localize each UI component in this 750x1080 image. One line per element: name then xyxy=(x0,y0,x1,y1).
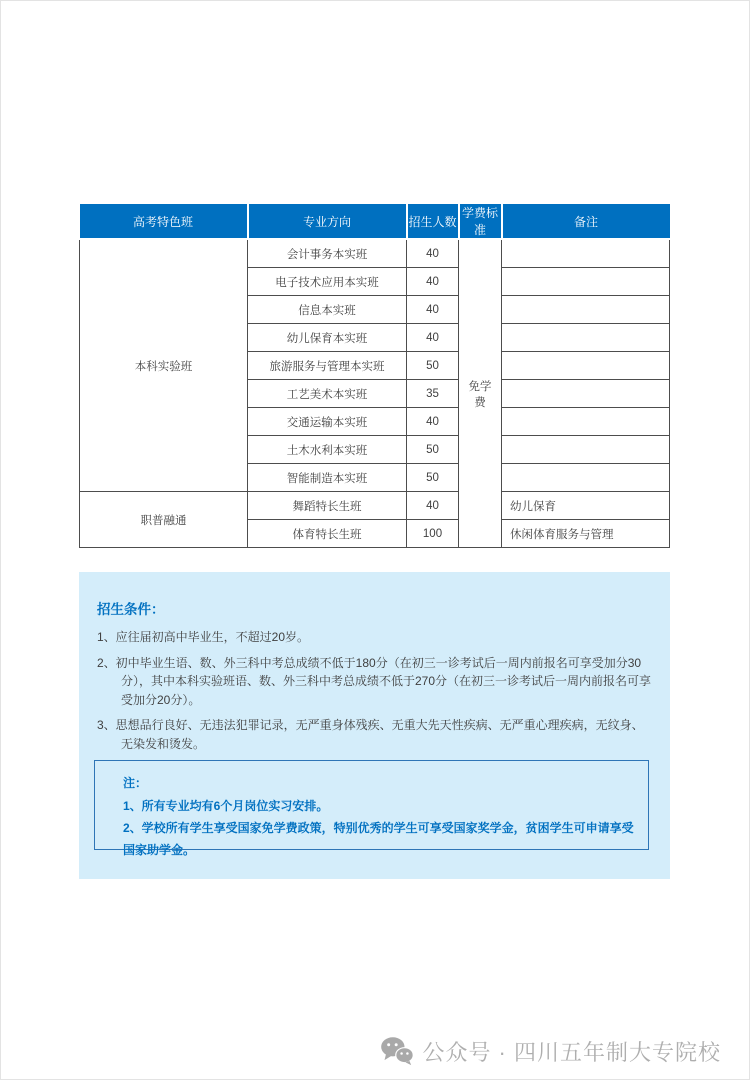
major-cell: 会计事务本实班 xyxy=(248,239,407,268)
count-cell: 50 xyxy=(407,464,459,492)
note-title: 注： xyxy=(123,776,148,790)
remark-cell: 休闲体育服务与管理 xyxy=(502,520,670,548)
note-item: 2、学校所有学生享受国家免学费政策，特别优秀的学生可享受国家奖学金，贫困学生可申请享受国家助学金。 xyxy=(123,821,634,858)
remark-cell xyxy=(502,464,670,492)
header-class-type: 高考特色班 xyxy=(80,204,248,239)
remark-cell xyxy=(502,380,670,408)
count-cell: 50 xyxy=(407,436,459,464)
enrollment-table xyxy=(79,204,670,548)
major-cell: 交通运输本实班 xyxy=(248,408,407,436)
remark-cell xyxy=(502,268,670,296)
count-cell: 40 xyxy=(407,268,459,296)
condition-item: 3、思想品行良好、无违法犯罪记录，无严重身体残疾、无重大先天性疾病、无严重心理疾病，无纹身、无染发和烫发。 xyxy=(97,718,644,751)
table-row xyxy=(80,239,670,268)
footer-label: 公众号 · 四川五年制大专院校 xyxy=(422,1039,721,1065)
major-cell: 幼儿保育本实班 xyxy=(248,324,407,352)
tuition-cell: 免学费 xyxy=(459,239,502,548)
group-cell-zhipu: 职普融通 xyxy=(80,492,248,548)
remark-cell xyxy=(502,324,670,352)
header-tuition: 学费标准 xyxy=(459,204,502,239)
major-cell: 土木水利本实班 xyxy=(248,436,407,464)
table-header-row xyxy=(80,204,670,239)
count-cell: 100 xyxy=(407,520,459,548)
header-major: 专业方向 xyxy=(248,204,407,239)
count-cell: 50 xyxy=(407,352,459,380)
major-cell: 智能制造本实班 xyxy=(248,464,407,492)
major-cell: 旅游服务与管理本实班 xyxy=(248,352,407,380)
major-cell: 信息本实班 xyxy=(248,296,407,324)
condition-item: 1、应往届初高中毕业生，不超过20岁。 xyxy=(97,630,310,644)
major-cell: 体育特长生班 xyxy=(248,520,407,548)
remark-cell xyxy=(502,239,670,268)
note-box xyxy=(94,760,649,858)
group-cell-benke: 本科实验班 xyxy=(80,239,248,492)
conditions-list xyxy=(97,628,652,754)
conditions-title: 招生条件： xyxy=(97,602,165,617)
wechat-icon xyxy=(380,1036,414,1066)
footer-watermark xyxy=(380,1033,721,1069)
table-row xyxy=(80,492,670,520)
remark-cell xyxy=(502,408,670,436)
major-cell: 工艺美术本实班 xyxy=(248,380,407,408)
remark-cell xyxy=(502,296,670,324)
count-cell: 40 xyxy=(407,324,459,352)
remark-cell xyxy=(502,436,670,464)
count-cell: 40 xyxy=(407,239,459,268)
remark-cell xyxy=(502,352,670,380)
count-cell: 40 xyxy=(407,296,459,324)
header-count: 招生人数 xyxy=(407,204,459,239)
count-cell: 35 xyxy=(407,380,459,408)
header-remark: 备注 xyxy=(502,204,670,239)
condition-item: 2、初中毕业生语、数、外三科中考总成绩不低于180分（在初三一诊考试后一周内前报名可享受加分30分），其中本科实验班语、数、外三科中考总成绩不低于270分（在初三一诊考试后一周内前报名可享受加分20分）。 xyxy=(97,655,652,707)
remark-cell: 幼儿保育 xyxy=(502,492,670,520)
count-cell: 40 xyxy=(407,492,459,520)
count-cell: 40 xyxy=(407,408,459,436)
note-list xyxy=(123,795,634,862)
conditions-panel xyxy=(79,572,670,879)
major-cell: 电子技术应用本实班 xyxy=(248,268,407,296)
major-cell: 舞蹈特长生班 xyxy=(248,492,407,520)
note-item: 1、所有专业均有6个月岗位实习安排。 xyxy=(123,799,329,813)
